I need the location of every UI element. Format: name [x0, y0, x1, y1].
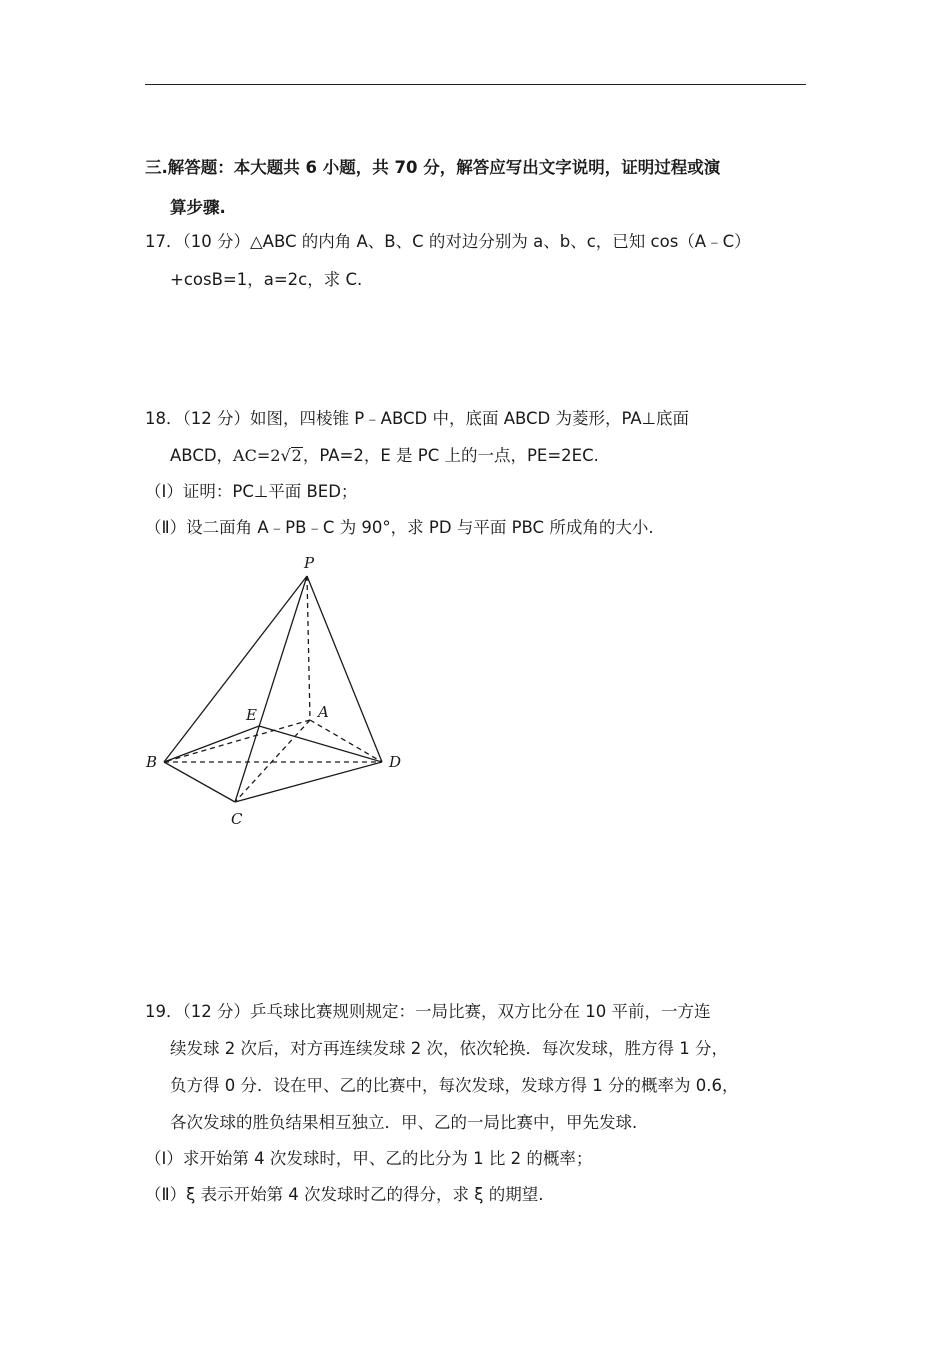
label-B: B — [146, 753, 158, 771]
edge-PA — [307, 576, 310, 720]
edge-AD — [310, 720, 382, 762]
section-heading: 三.解答题：本大题共 6 小题，共 70 分，解答应写出文字说明，证明过程或演 — [145, 158, 721, 177]
q18-part2: （Ⅱ）设二面角 A﹣PB﹣C 为 90°，求 PD 与平面 PBC 所成角的大小. — [145, 518, 654, 537]
label-E: E — [246, 706, 257, 724]
edge-PC — [235, 576, 307, 802]
q19-part1: （Ⅰ）求开始第 4 次发球时，甲、乙的比分为 1 比 2 的概率； — [145, 1149, 593, 1168]
q19-text-cont1: 续发球 2 次后，对方再连续发球 2 次，依次轮换．每次发球，胜方得 1 分， — [170, 1039, 728, 1058]
label-A: A — [318, 703, 329, 721]
diag-AC — [235, 720, 310, 802]
q19-text-cont2: 负方得 0 分．设在甲、乙的比赛中，每次发球，发球方得 1 分的概率为 0.6， — [170, 1076, 739, 1095]
edge-CD — [235, 762, 382, 802]
edge-PD — [307, 576, 382, 762]
label-P: P — [304, 554, 315, 572]
q18-part1: （Ⅰ）证明：PC⊥平面 BED； — [145, 482, 358, 501]
label-C: C — [231, 810, 243, 828]
q19-part2: （Ⅱ）ξ 表示开始第 4 次发球时乙的得分，求 ξ 的期望. — [145, 1185, 544, 1204]
edge-BC — [164, 762, 235, 802]
q17-text-cont: +cosB=1，a=2c，求 C. — [170, 270, 363, 289]
q19-text-cont3: 各次发球的胜负结果相互独立．甲、乙的一局比赛中，甲先发球. — [170, 1113, 638, 1132]
edge-ED — [259, 726, 382, 762]
q18-ac-formula: AC=2√2 — [233, 446, 302, 465]
section-heading-cont: 算步骤. — [170, 198, 226, 217]
edge-AB — [164, 720, 310, 762]
q19-text: 19．（12 分）乒乓球比赛规则规定：一局比赛，双方比分在 10 平前，一方连 — [145, 1002, 711, 1021]
header-rule — [145, 84, 806, 85]
pyramid-figure — [140, 548, 420, 833]
q18-base-label: ABCD， — [170, 446, 234, 465]
label-D: D — [389, 753, 402, 771]
q18-text: 18．（12 分）如图，四棱锥 P﹣ABCD 中，底面 ABCD 为菱形，PA⊥底面 — [145, 409, 690, 428]
q18-text-cont — [170, 446, 599, 466]
q18-conditions: ，PA=2，E 是 PC 上的一点，PE=2EC. — [302, 446, 599, 465]
q17-text: 17．（10 分）△ABC 的内角 A、B、C 的对边分别为 a、b、c，已知 cos（A﹣C） — [145, 232, 751, 251]
